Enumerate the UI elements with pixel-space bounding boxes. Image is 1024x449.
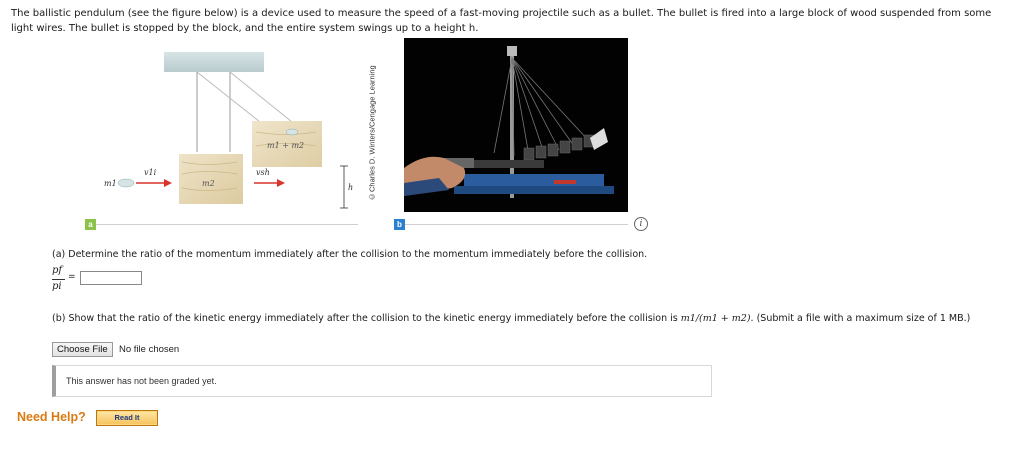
fraction-denominator: pi <box>52 281 62 292</box>
fraction-numerator: pf <box>52 265 63 276</box>
panel-a-badge: a <box>85 219 96 230</box>
grading-status-box <box>52 365 712 397</box>
ceiling-support <box>164 52 264 72</box>
fraction-bar <box>52 279 65 280</box>
momentum-ratio-fraction <box>52 265 82 299</box>
bullet <box>118 179 134 187</box>
need-help-label: Need Help? <box>17 410 86 424</box>
grading-status-text: This answer has not been graded yet. <box>66 376 217 386</box>
part-b-text-after: . (Submit a file with a maximum size of 1 MB.) <box>750 313 971 324</box>
label-m2: m2 <box>202 179 215 188</box>
panel-b-baseline <box>404 224 628 225</box>
pendulum-diagram <box>82 50 382 230</box>
choose-file-button[interactable]: Choose File <box>52 342 113 357</box>
panel-a-baseline <box>88 224 358 225</box>
info-icon[interactable]: i <box>634 217 648 231</box>
label-vsh: vsh <box>256 168 270 177</box>
part-b-question <box>52 312 992 326</box>
problem-intro: The ballistic pendulum (see the figure below) is a device used to measure the speed of a fast-moving projectile such as a bullet. The bullet is fired into a large block of wood suspended from some light wires. The bullet is stopped by the block, and the entire system swings up to a height h. <box>11 8 992 34</box>
label-m1-plus-m2: m1 + m2 <box>267 141 305 150</box>
bullet-in-block <box>286 129 298 135</box>
label-h: h <box>348 183 354 192</box>
photo-credit: ©Charles D. Winters/Cengage Learning <box>367 65 377 201</box>
pendulum-photo <box>404 38 628 212</box>
label-m1: m1 <box>104 179 117 188</box>
read-it-button[interactable]: Read It <box>96 410 158 426</box>
momentum-ratio-input[interactable] <box>80 271 142 285</box>
panel-b-badge: b <box>394 219 405 230</box>
equals-sign: = <box>68 272 76 282</box>
part-a-question: (a) Determine the ratio of the momentum immediately after the collision to the momentum immediately before the collision. <box>52 249 648 260</box>
file-status-label: No file chosen <box>119 344 180 355</box>
part-b-formula: m1/(m1 + m2) <box>680 313 751 324</box>
ballistic-pendulum-figure <box>52 38 652 238</box>
label-v1i: v1i <box>144 168 157 177</box>
part-b-text-before: (b) Show that the ratio of the kinetic energy immediately after the collision to the kinetic energy immediately before the collision is <box>52 313 681 324</box>
